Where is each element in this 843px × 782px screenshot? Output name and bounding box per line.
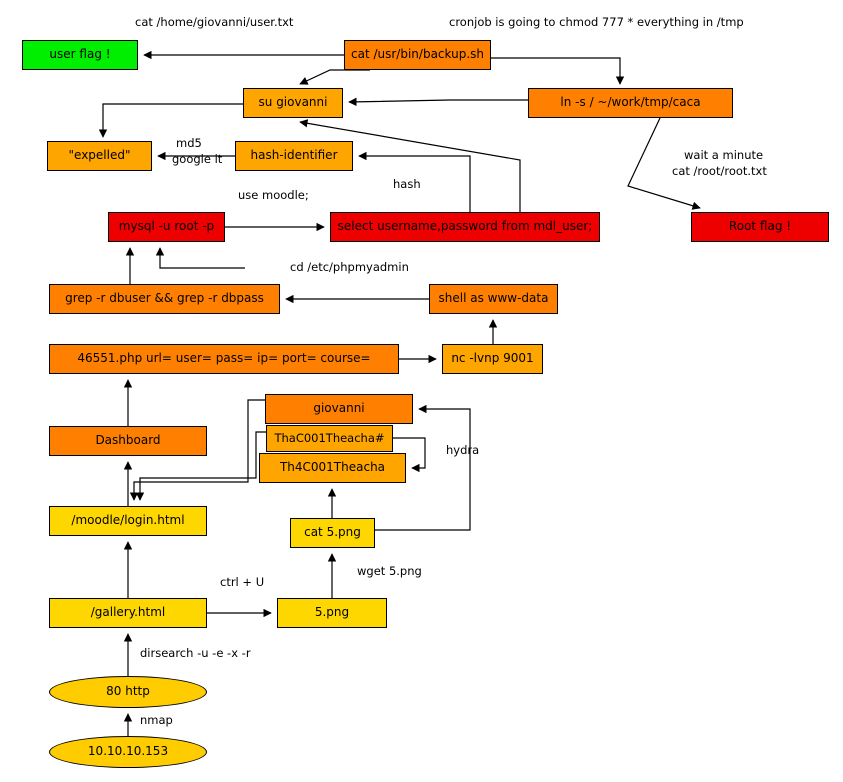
edge-label-wget-5png — [357, 565, 422, 578]
node-port-80-http[interactable] — [49, 676, 207, 708]
edge-label-text: ctrl + U — [220, 575, 265, 589]
edge-label-text: wait a minute — [684, 148, 764, 162]
edge-label-text: hash — [393, 177, 421, 191]
node-php-exploit[interactable] — [49, 344, 399, 374]
edge-label-root-txt — [672, 165, 767, 178]
node-label: 10.10.10.153 — [87, 744, 169, 759]
edge-label-nmap — [140, 714, 173, 727]
edge-label-text: hydra — [446, 443, 480, 457]
node-backup-sh[interactable] — [344, 40, 491, 70]
edge-label-text: google it — [172, 152, 223, 166]
edge-label-dirsearch — [140, 647, 251, 660]
node-label: grep -r dbuser && grep -r dbpass — [65, 291, 264, 306]
node-label: giovanni — [313, 401, 365, 416]
edge-label-text: cd /etc/phpmyadmin — [290, 260, 409, 274]
edge-label-text: cronjob is going to chmod 777 * everything in /tmp — [449, 15, 744, 29]
node-giovanni[interactable] — [265, 394, 413, 424]
edge-label-text: wget 5.png — [357, 564, 422, 578]
edge-label-md5 — [176, 137, 202, 150]
node-label: 80 http — [106, 684, 150, 699]
edge-label-text: cat /root/root.txt — [672, 164, 767, 178]
node-root-flag[interactable] — [691, 212, 829, 242]
node-label: nc -lvnp 9001 — [451, 351, 534, 366]
node-label: mysql -u root -p — [118, 219, 215, 234]
node-label: cat /usr/bin/backup.sh — [351, 47, 484, 62]
node-gallery-html[interactable] — [49, 598, 207, 628]
node-label: Dashboard — [95, 433, 161, 448]
node-su-giovanni[interactable] — [243, 88, 343, 118]
edge-label-text: nmap — [140, 713, 173, 727]
node-label: select username,password from mdl_user; — [337, 219, 593, 234]
edge-label-text: cat /home/giovanni/user.txt — [135, 15, 294, 29]
node-label: /gallery.html — [90, 605, 166, 620]
node-select-users[interactable] — [330, 212, 600, 242]
node-nc-listener[interactable] — [442, 344, 543, 374]
node-label: 46551.php url= user= pass= ip= port= course= — [77, 351, 371, 366]
node-label: ThaC001Theacha# — [274, 431, 385, 446]
node-password-thac001[interactable] — [266, 425, 393, 452]
node-label: ln -s / ~/work/tmp/caca — [560, 95, 701, 110]
node-label: hash-identifier — [250, 148, 338, 163]
edge-label-text: dirsearch -u -e -x -r — [140, 646, 251, 660]
node-mysql[interactable] — [108, 212, 225, 242]
edge-label-use-moodle — [238, 189, 309, 202]
node-label: /moodle/login.html — [71, 513, 185, 528]
edge-label-wait-a-minute — [684, 149, 763, 162]
node-expelled[interactable] — [47, 141, 152, 171]
edge-label-user-txt — [135, 16, 293, 29]
node-label: su giovanni — [258, 95, 328, 110]
node-password-th4c001[interactable] — [259, 453, 406, 483]
node-user-flag[interactable] — [22, 40, 138, 70]
edge-label-cronjob — [449, 16, 744, 29]
edge-label-hydra — [446, 444, 479, 457]
edge-label-cd-phpmyadmin — [290, 261, 409, 274]
node-moodle-login[interactable] — [49, 506, 207, 536]
node-label: user flag ! — [49, 47, 111, 62]
node-label: Root flag ! — [728, 219, 792, 234]
node-label: cat 5.png — [304, 525, 361, 540]
node-hash-identifier[interactable] — [235, 141, 353, 171]
node-5png[interactable] — [277, 598, 387, 628]
node-cat-5png[interactable] — [290, 518, 375, 548]
edge-label-ctrl-u — [220, 576, 264, 589]
node-shell-www-data[interactable] — [429, 284, 558, 314]
node-label: Th4C001Theacha — [279, 460, 386, 475]
edge-label-text: use moodle; — [238, 188, 309, 202]
node-target-ip[interactable] — [49, 736, 207, 768]
node-label: 5.png — [314, 605, 350, 620]
edge-label-hash — [393, 178, 421, 191]
node-ln-s[interactable] — [528, 88, 733, 118]
node-label: "expelled" — [68, 148, 131, 163]
node-label: shell as www-data — [438, 291, 549, 306]
node-grep-db[interactable] — [49, 284, 280, 314]
edge-label-text: md5 — [176, 136, 202, 150]
node-dashboard[interactable] — [49, 426, 207, 456]
edge-label-google-it — [172, 153, 222, 166]
